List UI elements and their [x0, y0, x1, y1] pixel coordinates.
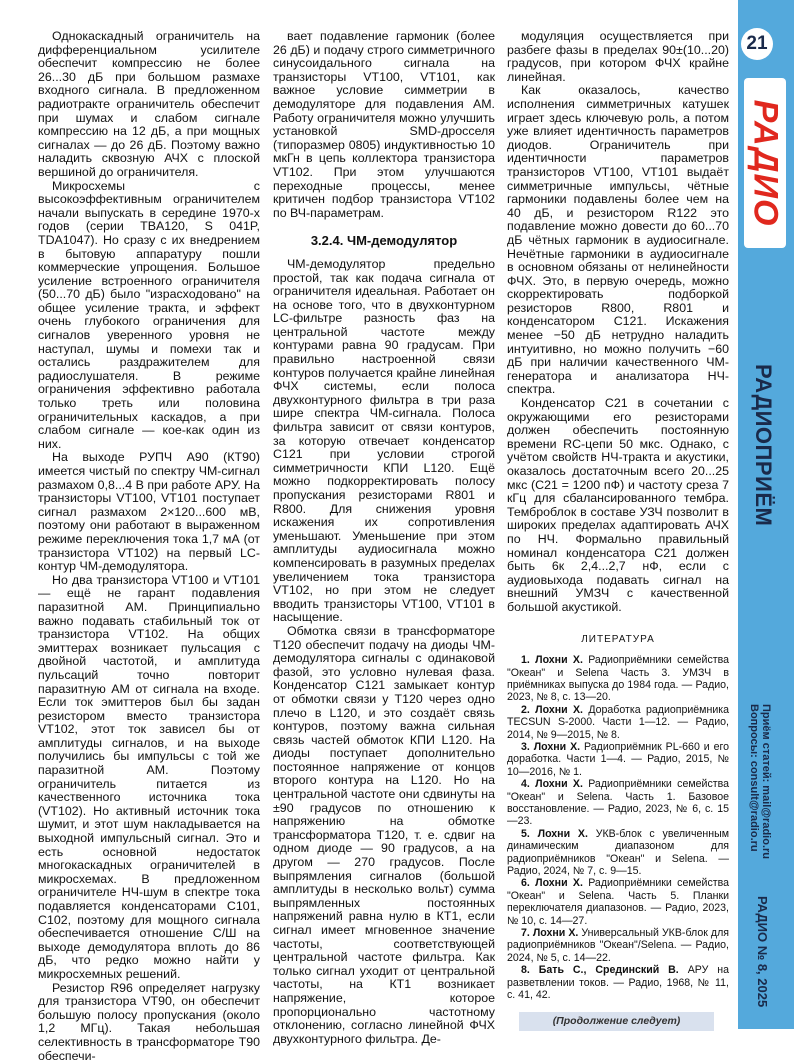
reference-text: Радиоприёмники семейства "Океан" и Selena. Часть 5. Планки переключателя диапазонов. — Радио, 2023, № 10, с. 14—27. [507, 877, 729, 927]
references-list [507, 654, 729, 1001]
reference-author: 4. Лохни Х. [521, 778, 583, 791]
reference-text: Радиоприёмники семейства "Океан" и Selena Часть 3. УМЗЧ в приёмниках выпуска до 1984 года. — Радио, 2023, № 8, с. 13—20. [507, 654, 729, 704]
reference-author: 1. Лохни Х. [521, 654, 583, 667]
text-column-2 [273, 30, 495, 1046]
paragraph: На выходе РУПЧ А90 (КТ90) имеется чистый по спектру ЧМ-сигнал размахом 0,8...4 В при работе АРУ. На транзисторы VT100, VT101 поступает сигнал размахом 2×120...600 мВ, поэтому они работают в выраженном режиме переключения тока 1,7 мА (от транзистора VT102) на первый LC-контур ЧМ-демодулятора. [38, 450, 260, 574]
section-title: 3.2.4. ЧМ-демодулятор [310, 233, 458, 249]
contact-articles: Приём статей: mail@radio.ru [760, 704, 772, 859]
paragraph: Микросхемы с высокоэффективным ограничителем начали выпускать в середине 1970-х годов (серии TBA120, S 041P, TDA1047). Но сразу с их внедрением в бытовую аппаратуру пошли коммерческие упрощения. Большое усиление встроенного ограничителя (50...70 дБ) было "израсходовано" на общее усиление тракта, и эффект очень глубокого ограничения для сигналов уверенного уровня не наступал, шумы и помехи так и остались раздражителем для радиослушателя. В режиме ограничения эффективно работала только треть или половина ограничительных каскадов, а при слабом сигнале — кое-как один из них. [38, 178, 260, 451]
reference-text: Универсальный УКВ-блок для радиоприёмников "Океан"/Selena. — Радио, 2024, № 5, с. 14—22. [507, 927, 729, 964]
reference-text: Доработка радиоприёмника TECSUN S-2000. Части 1—12. — Радио, 2014, № 9—2015, № 8. [507, 703, 729, 741]
literature-title: ЛИТЕРАТУРА [581, 633, 655, 645]
paragraph: Но два транзистора VT100 и VT101 — ещё не гарант подавления паразитной АМ. Принципиально важно подавать стабильный ток от транзистора VT102. На общих эмиттерах возникает пульсация с двойной частотой, и амплитуда пульсаций точно повторит паразитную АМ от сигнала на входе. Если ток эмиттеров был бы задан резистором вместо транзистора VT102, этот ток зависел бы от амплитуды сигналов, и на выходе получились бы импульсы с той же паразитной АМ. Поэтому ограничитель питается из качественного источника тока (VT102). Но активный источник тока шумит, и этот шум накладывается на выходной импульсный сигнал. Это и есть основной недостаток многокаскадных ограничителей в микросхемах. В предложенном ограничителе НЧ-шум в спектре тока подавляется конденсаторами C101, C102, поэтому для мощного сигнала обеспечивается отношение С/Ш на выходе демодулятора вплоть до 86 дБ, что редко можно найти у микросхемных решений. [38, 572, 260, 981]
reference-author: 6. Лохни Х. [521, 877, 583, 890]
reference-text: Радиоприёмники семейства "Океан" и Selena. Часть 1. Базовое восстановление. — Радио, 2023, № 6, с. 15—23. [507, 778, 729, 828]
reference-item [507, 741, 729, 778]
reference-author: 8. Бать С., Срединский В. [521, 964, 679, 977]
section-label: РАДИОПРИЁМ [751, 364, 776, 527]
paragraph: модуляция осуществляется при разбеге фазы в пределах 90±(10...20) градусов, при котором ФЧХ крайне линейная. [507, 29, 729, 84]
reference-item [507, 964, 729, 1001]
paragraph: ЧМ-демодулятор предельно простой, так как подача сигнала от ограничителя идеальная. Работает он на основе того, что в двухконтурном LC-фильтре разность фаз на центральной частоте между контурами равна 90 градусам. При правильно настроенной связи контуров получается крайне линейная ФЧХ системы, если полоса двухконтурного фильтра в три раза шире спектра ЧМ-сигнала. Полоса фильтра зависит от связи контуров, за которую отвечает конденсатор C121 при условии строгой симметричности КПИ L120. Ещё можно подкорректировать полосу пропускания резисторами R801 и R800. Для снижения уровня искажения их сопротивления уменьшают. Уменьшение при этом амплитуды аудиосигнала можно компенсировать в разумных пределах увеличением тока транзистора VT102, но при этом не следует вводить транзисторы VT100, VT101 в насыщение. [273, 256, 495, 625]
column-2-top-text [273, 30, 495, 220]
reference-item [507, 654, 729, 704]
magazine-logo [744, 78, 786, 248]
reference-item [507, 877, 729, 927]
paragraph: Резистор R96 определяет нагрузку для транзистора VT90, он обеспечит большую полосу пропускания (около 1,2 МГц). Такая небольшая селективность в трансформаторе Т90 обеспечи- [38, 980, 260, 1063]
reference-item [507, 927, 729, 964]
reference-author: 2. Лохни Х. [521, 703, 583, 716]
reference-item [507, 828, 729, 878]
contact-questions: Вопросы: consult@radio.ru [748, 704, 760, 852]
text-column-3 [507, 30, 729, 1031]
paragraph: вает подавление гармоник (более 26 дБ) и подачу строго симметричного синусоидального сигнала на транзисторы VT100, VT101, как важное условие симметрии в демодуляторе для подавления АМ. Работу ограничителя можно улучшить установкой SMD-дросселя (типоразмер 0805) индуктивностью 10 мкГн в цепь коллектора транзистора VT102. При этом улучшаются переходные процессы, менее критичен подбор транзистора VT102 по ВЧ-параметрам. [273, 29, 495, 220]
column-2-bottom-text [273, 258, 495, 1046]
logo-text: РАДИО [746, 99, 785, 227]
reference-author: 7. Лохни Х. [521, 927, 579, 940]
paragraph: Конденсатор C21 в сочетании с окружающими его резисторами должен обеспечить постоянную времени RC-цепи 50 мкс. Однако, с учётом свойств НЧ-тракта и акустики, оказалось достаточным всего 20...25 мкс (C21 = 1200 пФ) и частоту среза 7 кГц для сбалансированного тембра. Темброблок в составе УЗЧ позволит в широких пределах адаптировать АЧХ по НЧ. Формально правильный номинал конденсатора C21 должен быть 6к 2,4...2,7 нФ, если с аудиовыхода подавать сигнал на внешний УМЗЧ с качественной большой акустикой. [507, 396, 729, 614]
paragraph: Однокаскадный ограничитель на дифференциальном усилителе обеспечит компрессию не более 26...30 дБ при большом размахе входного сигнала. В предложенном радиотракте ограничитель обеспечит при шумах и слабом сигнале компрессию на 12 дБ, а при мощных сигналах — до 26 дБ. Поэтому важно наладить сквозную АЧХ с плоской вершиной до ограничителя. [38, 29, 260, 179]
paragraph: Обмотка связи в трансформаторе Т120 обеспечит подачу на диоды ЧМ-демодулятора сигналы с одинаковой фазой, это условно нулевая фаза. Конденсатор C121 замыкает контур от обмотки связи у Т120 через одно плечо в L120, и это создаёт связь контуров, поэтому важна сильная связь частей обмоток КПИ L120. На диоды поступает дополнительно постоянное напряжение от концов второго контура на L120. Но на центральной частоте они сдвинуты на ±90 градусов по отношению к напряжению на обмотке трансформатора Т120, т. е. сдвиг на одном диоде — 90 градусов, а на другом — 270 градусов. После выпрямления сигналов (большой амплитуды в несколько вольт) сумма выпрямленных постоянных напряжений равна нулю в КТ1, если сигнал имеет мгновенное значение частоты, соответствующей центральной частоте фильтра. Как только сигнал уходит от центральной частоты, на КТ1 возникает напряжение, которое пропорционально частотному отклонению, согласно линейной ФЧХ двухконтурного фильтра. Де- [273, 623, 495, 1046]
text-column-1 [38, 30, 260, 1063]
reference-author: 3. Лохни Х. [521, 740, 581, 753]
reference-text: Радиоприёмник PL-660 и его доработка. Части 1—4. — Радио, 2015, № 10—2016, № 1. [507, 740, 729, 778]
reference-text: АРУ на разветвлении токов. — Радио, 1968, № 11, с. 41, 42. [507, 964, 729, 1002]
paragraph: Как оказалось, качество исполнения симметричных катушек играет здесь ключевую роль, а потом уже влияет идентичность параметров диодов. Ограничитель при идентичности параметров транзисторов VT100, VT101 выдаёт симметричные импульсы, чётные гармоники подавлены более чем на 40 дБ, и резистором R122 это подавление можно довести до 60...70 дБ чётных гармоник в аудиосигнале. Нечётные гармоники в аудиосигнале в основном обязаны от нелинейности ФЧХ. Это, в первую очередь, можно скорректировать подборкой резисторов R800, R801 и конденсатором C121. Искажения менее −50 дБ нетрудно наладить интуитивно, но можно получить −60 дБ при наличии качественного ЧМ-генератора и анализатора НЧ-спектра. [507, 83, 729, 397]
column-3-text [507, 30, 729, 615]
issue-label: РАДИО № 8, 2025 [755, 896, 770, 1008]
reference-item [507, 778, 729, 828]
continued-note: (Продолжение следует) [519, 1012, 714, 1032]
reference-author: 5. Лохни Х. [521, 827, 588, 840]
reference-text: УКВ-блок с увеличенным динамическим диапазоном для радиоприёмников "Океан" и Selena. — Радио, 2024, № 7, с. 9—15. [507, 827, 729, 878]
reference-item [507, 704, 729, 741]
page-number: 21 [741, 28, 773, 60]
